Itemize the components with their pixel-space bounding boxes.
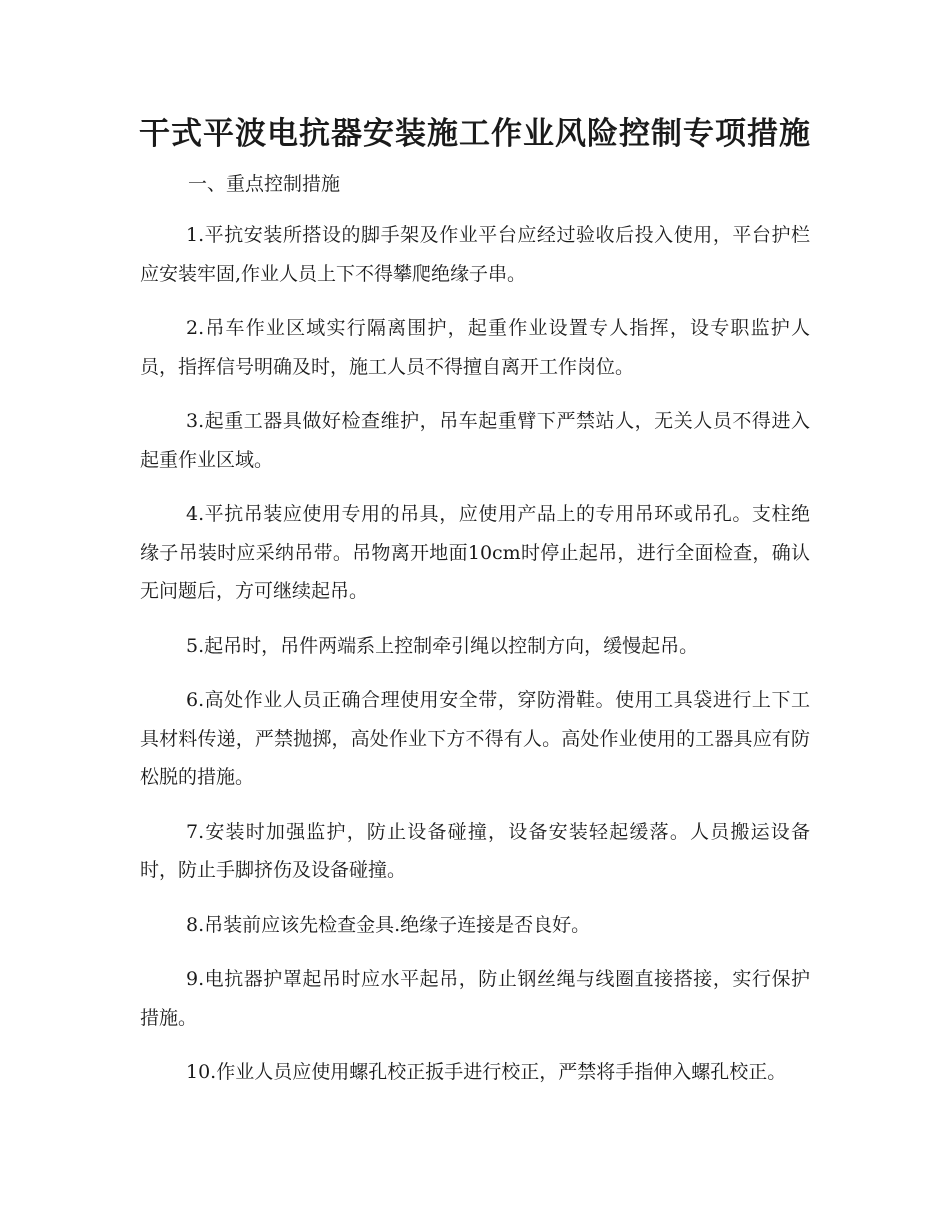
measure-item-1: 1.平抗安装所搭设的脚手架及作业平台应经过验收后投入使用，平台护栏应安装牢固,作业人员上下不得攀爬绝缘子串。	[140, 224, 810, 285]
measure-item-6: 6.高处作业人员正确合理使用安全带，穿防滑鞋。使用工具袋进行上下工具材料传递，严禁抛掷，高处作业下方不得有人。高处作业使用的工器具应有防松脱的措施。	[140, 689, 810, 788]
measure-item-3: 3.起重工器具做好检查维护，吊车起重臂下严禁站人，无关人员不得进入起重作业区域。	[140, 410, 810, 471]
measure-item-4: 4.平抗吊装应使用专用的吊具，应使用产品上的专用吊环或吊孔。支柱绝缘子吊装时应采纳吊带。吊物离开地面10cm时停止起吊，进行全面检查，确认无问题后，方可继续起吊。	[140, 503, 810, 602]
measure-item-9: 9.电抗器护罩起吊时应水平起吊，防止钢丝绳与线圈直接搭接，实行保护措施。	[140, 968, 810, 1029]
measure-item-5: 5.起吊时，吊件两端系上控制牵引绳以控制方向，缓慢起吊。	[186, 634, 699, 657]
measure-item-7: 7.安装时加强监护，防止设备碰撞，设备安装轻起缓落。人员搬运设备时，防止手脚挤伤及设备碰撞。	[140, 820, 810, 881]
section-heading: 一、重点控制措施	[188, 173, 341, 195]
measure-item-2: 2.吊车作业区域实行隔离围护，起重作业设置专人指挥，设专职监护人员，指挥信号明确及时，施工人员不得擅自离开工作岗位。	[140, 317, 810, 378]
measures-list	[140, 216, 810, 1108]
document-title: 干式平波电抗器安装施工作业风险控制专项措施	[139, 116, 811, 152]
measure-item-8: 8.吊装前应该先检查金具.绝缘子连接是否良好。	[186, 913, 591, 936]
measure-item-10: 10.作业人员应使用螺孔校正扳手进行校正，严禁将手指伸入螺孔校正。	[186, 1061, 787, 1083]
